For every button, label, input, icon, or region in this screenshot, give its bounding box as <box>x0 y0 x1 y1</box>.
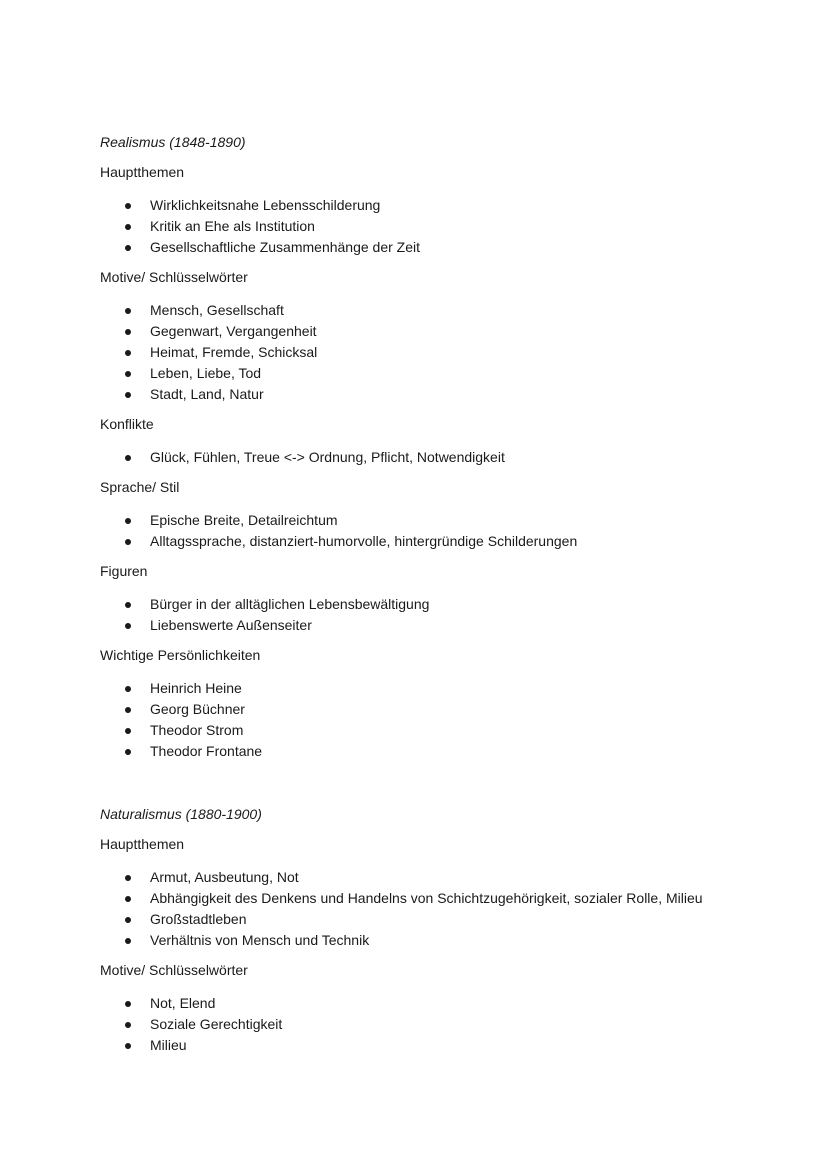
bullet-list <box>100 993 788 1056</box>
bullet-icon <box>125 875 131 881</box>
list-item <box>100 300 788 321</box>
list-item <box>100 741 788 762</box>
list-item-text: Gesellschaftliche Zusammenhänge der Zeit <box>150 239 421 255</box>
bullet-icon <box>125 455 131 461</box>
list-item <box>100 909 788 930</box>
bullet-icon <box>125 308 131 314</box>
list-item <box>100 615 788 636</box>
list-item <box>100 363 788 384</box>
list-item <box>100 237 788 258</box>
bullet-icon <box>125 1043 131 1049</box>
group-heading: Hauptthemen <box>100 164 185 180</box>
bullet-icon <box>125 896 131 902</box>
list-item <box>100 216 788 237</box>
bullet-icon <box>125 350 131 356</box>
list-item-text: Not, Elend <box>150 995 216 1011</box>
list-item <box>100 594 788 615</box>
bullet-icon <box>125 518 131 524</box>
bullet-icon <box>125 329 131 335</box>
list-item-text: Epische Breite, Detailreichtum <box>150 512 338 528</box>
list-item <box>100 1014 788 1035</box>
list-item-text: Stadt, Land, Natur <box>150 386 264 402</box>
group-heading: Hauptthemen <box>100 836 185 852</box>
list-item <box>100 867 788 888</box>
list-item-text: Heimat, Fremde, Schicksal <box>150 344 318 360</box>
list-item-text: Abhängigkeit des Denkens und Handelns von Schichtzugehörigkeit, sozialer Rolle, Milieu <box>150 890 703 906</box>
list-item-text: Alltagssprache, distanziert-humorvolle, hintergründige Schilderungen <box>150 533 578 549</box>
list-item-text: Großstadtleben <box>150 911 247 927</box>
list-item <box>100 888 788 909</box>
list-item <box>100 1035 788 1056</box>
list-item-text: Heinrich Heine <box>150 680 242 696</box>
bullet-icon <box>125 728 131 734</box>
section <box>100 805 788 1056</box>
section-spacer <box>100 772 788 805</box>
list-item-text: Verhältnis von Mensch und Technik <box>150 932 370 948</box>
bullet-icon <box>125 1001 131 1007</box>
list-item-text: Gegenwart, Vergangenheit <box>150 323 317 339</box>
list-item-text: Armut, Ausbeutung, Not <box>150 869 299 885</box>
list-item-text: Kritik an Ehe als Institution <box>150 218 315 234</box>
bullet-icon <box>125 245 131 251</box>
bullet-icon <box>125 917 131 923</box>
bullet-list <box>100 195 788 258</box>
list-item-text: Theodor Frontane <box>150 743 263 759</box>
list-item-text: Theodor Strom <box>150 722 244 738</box>
list-item <box>100 678 788 699</box>
group-heading: Motive/ Schlüsselwörter <box>100 269 248 285</box>
list-item-text: Wirklichkeitsnahe Lebensschilderung <box>150 197 381 213</box>
list-item-text: Mensch, Gesellschaft <box>150 302 284 318</box>
list-item-text: Milieu <box>150 1037 187 1053</box>
bullet-icon <box>125 371 131 377</box>
list-item <box>100 342 788 363</box>
bullet-list <box>100 510 788 552</box>
list-item-text: Leben, Liebe, Tod <box>150 365 262 381</box>
list-item-text: Georg Büchner <box>150 701 245 717</box>
list-item <box>100 195 788 216</box>
list-item <box>100 321 788 342</box>
section <box>100 133 788 762</box>
group-heading: Wichtige Persönlichkeiten <box>100 647 261 663</box>
group-heading: Motive/ Schlüsselwörter <box>100 962 248 978</box>
group-heading: Sprache/ Stil <box>100 479 180 495</box>
bullet-icon <box>125 602 131 608</box>
bullet-icon <box>125 392 131 398</box>
bullet-icon <box>125 938 131 944</box>
bullet-list <box>100 300 788 405</box>
bullet-icon <box>125 1022 131 1028</box>
list-item <box>100 531 788 552</box>
bullet-list <box>100 867 788 951</box>
section-title: Naturalismus (1880-1900) <box>100 806 262 822</box>
bullet-list <box>100 447 788 468</box>
group-heading: Figuren <box>100 563 148 579</box>
bullet-icon <box>125 749 131 755</box>
group-heading: Konflikte <box>100 416 154 432</box>
list-item <box>100 510 788 531</box>
bullet-icon <box>125 686 131 692</box>
list-item <box>100 930 788 951</box>
list-item <box>100 993 788 1014</box>
list-item <box>100 699 788 720</box>
bullet-icon <box>125 707 131 713</box>
list-item <box>100 447 788 468</box>
list-item <box>100 720 788 741</box>
section-title: Realismus (1848-1890) <box>100 134 246 150</box>
bullet-list <box>100 594 788 636</box>
list-item <box>100 384 788 405</box>
bullet-icon <box>125 623 131 629</box>
list-item-text: Liebenswerte Außenseiter <box>150 617 312 633</box>
list-item-text: Bürger in der alltäglichen Lebensbewältigung <box>150 596 430 612</box>
bullet-list <box>100 678 788 762</box>
list-item-text: Glück, Fühlen, Treue <-> Ordnung, Pflicht, Notwendigkeit <box>150 449 505 465</box>
bullet-icon <box>125 539 131 545</box>
bullet-icon <box>125 203 131 209</box>
bullet-icon <box>125 224 131 230</box>
list-item-text: Soziale Gerechtigkeit <box>150 1016 283 1032</box>
